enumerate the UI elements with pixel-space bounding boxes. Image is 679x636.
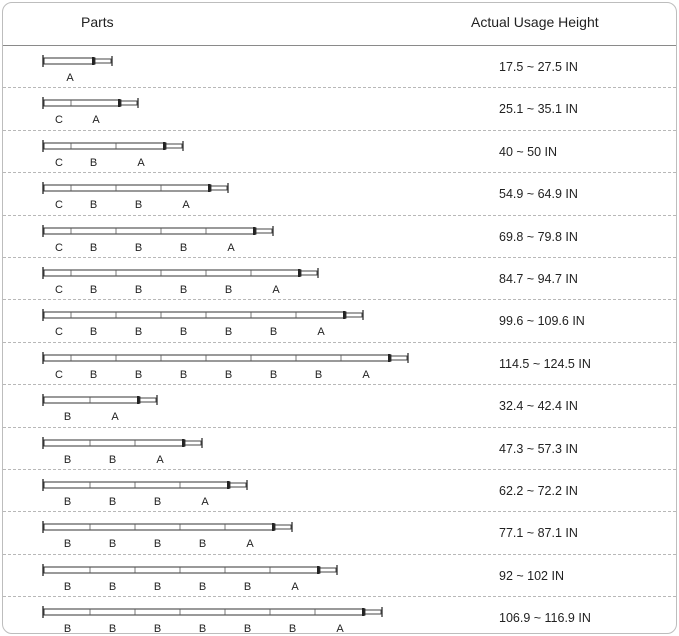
rod-tube xyxy=(44,312,346,318)
table-header xyxy=(3,3,676,46)
rod-extension xyxy=(140,398,156,402)
part-label: A xyxy=(182,199,190,212)
table-row xyxy=(3,597,676,634)
rod-extension xyxy=(211,186,227,190)
part-label: B xyxy=(153,580,162,593)
table-row xyxy=(3,385,676,427)
rod-tube xyxy=(44,355,391,361)
part-label: B xyxy=(224,368,233,381)
part-label: B xyxy=(134,241,143,254)
rod-collar xyxy=(208,184,211,192)
part-label: A xyxy=(246,538,254,551)
rod-diagram xyxy=(3,428,463,470)
rod-diagram xyxy=(3,46,463,88)
part-label: B xyxy=(179,241,188,254)
part-label: B xyxy=(269,326,278,339)
part-label: B xyxy=(198,538,207,551)
rod-extension xyxy=(391,356,407,360)
usage-height: 84.7 ~ 94.7 IN xyxy=(499,271,578,286)
part-label: B xyxy=(89,368,98,381)
table-row xyxy=(3,46,676,88)
rod-tube xyxy=(44,440,185,446)
part-label: A xyxy=(92,114,100,127)
part-label: B xyxy=(108,453,117,466)
usage-height: 92 ~ 102 IN xyxy=(499,568,564,583)
rod-extension xyxy=(256,229,272,233)
rod-diagram xyxy=(3,216,463,258)
table-row xyxy=(3,216,676,258)
rod-tube xyxy=(44,270,301,276)
table-row xyxy=(3,258,676,300)
part-label: B xyxy=(63,623,72,636)
part-label: B xyxy=(224,283,233,296)
rod-tube xyxy=(44,397,140,403)
rod-extension xyxy=(301,271,317,275)
part-label: B xyxy=(108,495,117,508)
rod-diagram xyxy=(3,173,463,215)
rod-collar xyxy=(388,354,391,362)
rod-tube xyxy=(44,185,211,191)
part-label: B xyxy=(108,580,117,593)
rod-tube xyxy=(44,567,320,573)
rod-collar xyxy=(118,99,121,107)
part-label: B xyxy=(134,283,143,296)
usage-height: 77.1 ~ 87.1 IN xyxy=(499,526,578,541)
part-label: B xyxy=(269,368,278,381)
usage-height: 17.5 ~ 27.5 IN xyxy=(499,60,578,74)
table-body xyxy=(3,46,676,634)
table-row xyxy=(3,300,676,342)
rod-tube xyxy=(44,143,166,149)
part-label: B xyxy=(314,368,323,381)
rod-extension xyxy=(121,101,137,105)
part-label: B xyxy=(198,623,207,636)
part-label: B xyxy=(89,156,98,169)
part-label: B xyxy=(224,326,233,339)
rod-diagram xyxy=(3,88,463,130)
table-row xyxy=(3,470,676,512)
part-label: A xyxy=(291,580,299,593)
part-label: A xyxy=(227,241,235,254)
part-label: B xyxy=(89,199,98,212)
part-label: B xyxy=(63,411,72,424)
table-row xyxy=(3,88,676,130)
usage-height: 114.5 ~ 124.5 IN xyxy=(499,356,591,371)
usage-height: 54.9 ~ 64.9 IN xyxy=(499,187,578,202)
part-label: B xyxy=(179,368,188,381)
part-label: B xyxy=(134,326,143,339)
part-label: B xyxy=(134,199,143,212)
rod-diagram xyxy=(3,258,463,300)
part-label: B xyxy=(179,326,188,339)
table-row xyxy=(3,173,676,215)
part-label: B xyxy=(153,538,162,551)
rod-extension xyxy=(275,525,291,529)
part-label: C xyxy=(55,114,63,127)
rod-collar xyxy=(298,269,301,277)
part-label: A xyxy=(336,623,344,636)
rod-diagram xyxy=(3,512,463,554)
part-label: C xyxy=(55,368,63,381)
part-label: A xyxy=(111,411,119,424)
usage-height: 40 ~ 50 IN xyxy=(499,144,558,159)
part-label: B xyxy=(153,623,162,636)
part-label: B xyxy=(108,623,117,636)
table-row xyxy=(3,428,676,470)
part-label: A xyxy=(66,72,74,84)
table-row xyxy=(3,343,676,385)
usage-height: 32.4 ~ 42.4 IN xyxy=(499,399,578,414)
part-label: B xyxy=(63,495,72,508)
rod-collar xyxy=(182,439,185,447)
rod-collar xyxy=(317,566,320,574)
part-label: C xyxy=(55,241,63,254)
rod-extension xyxy=(166,144,182,148)
rod-collar xyxy=(253,227,256,235)
part-label: B xyxy=(243,623,252,636)
part-label: A xyxy=(201,495,209,508)
parts-column-header: Parts xyxy=(81,14,114,30)
part-label: A xyxy=(156,453,164,466)
rod-tube xyxy=(44,524,275,530)
rod-tube xyxy=(44,58,95,64)
part-label: A xyxy=(362,368,370,381)
rod-extension xyxy=(230,483,246,487)
usage-column-header: Actual Usage Height xyxy=(471,14,599,30)
rod-collar xyxy=(163,142,166,150)
usage-height: 69.8 ~ 79.8 IN xyxy=(499,229,578,244)
part-label: B xyxy=(63,453,72,466)
part-label: A xyxy=(137,156,145,169)
part-label: B xyxy=(179,283,188,296)
part-label: B xyxy=(89,241,98,254)
rod-collar xyxy=(343,311,346,319)
rod-collar xyxy=(362,608,365,616)
rod-tube xyxy=(44,482,230,488)
rod-diagram xyxy=(3,300,463,342)
table-row xyxy=(3,512,676,554)
part-label: B xyxy=(89,283,98,296)
usage-height: 62.2 ~ 72.2 IN xyxy=(499,483,578,498)
part-label: C xyxy=(55,326,63,339)
usage-height: 47.3 ~ 57.3 IN xyxy=(499,441,578,456)
part-label: B xyxy=(243,580,252,593)
rod-collar xyxy=(272,523,275,531)
part-label: B xyxy=(63,580,72,593)
part-label: A xyxy=(272,283,280,296)
rod-tube xyxy=(44,100,121,106)
parts-table xyxy=(2,2,677,634)
rod-extension xyxy=(320,568,336,572)
table-row xyxy=(3,555,676,597)
part-label: B xyxy=(134,368,143,381)
usage-height: 99.6 ~ 109.6 IN xyxy=(499,314,585,329)
rod-collar xyxy=(227,481,230,489)
rod-extension xyxy=(95,59,111,63)
rod-tube xyxy=(44,609,365,615)
rod-extension xyxy=(346,313,362,317)
rod-tube xyxy=(44,228,256,234)
rod-diagram xyxy=(3,343,463,385)
usage-height: 106.9 ~ 116.9 IN xyxy=(499,611,591,626)
part-label: B xyxy=(108,538,117,551)
rod-diagram xyxy=(3,597,463,634)
usage-height: 25.1 ~ 35.1 IN xyxy=(499,102,578,117)
rod-diagram xyxy=(3,470,463,512)
table-row xyxy=(3,131,676,173)
part-label: C xyxy=(55,283,63,296)
part-label: B xyxy=(198,580,207,593)
part-label: B xyxy=(153,495,162,508)
rod-extension xyxy=(185,441,201,445)
rod-collar xyxy=(92,57,95,65)
rod-diagram xyxy=(3,131,463,173)
rod-collar xyxy=(137,396,140,404)
part-label: B xyxy=(89,326,98,339)
part-label: C xyxy=(55,199,63,212)
part-label: B xyxy=(63,538,72,551)
rod-diagram xyxy=(3,385,463,427)
part-label: C xyxy=(55,156,63,169)
part-label: A xyxy=(317,326,325,339)
rod-extension xyxy=(365,610,381,614)
part-label: B xyxy=(288,623,297,636)
rod-diagram xyxy=(3,555,463,597)
